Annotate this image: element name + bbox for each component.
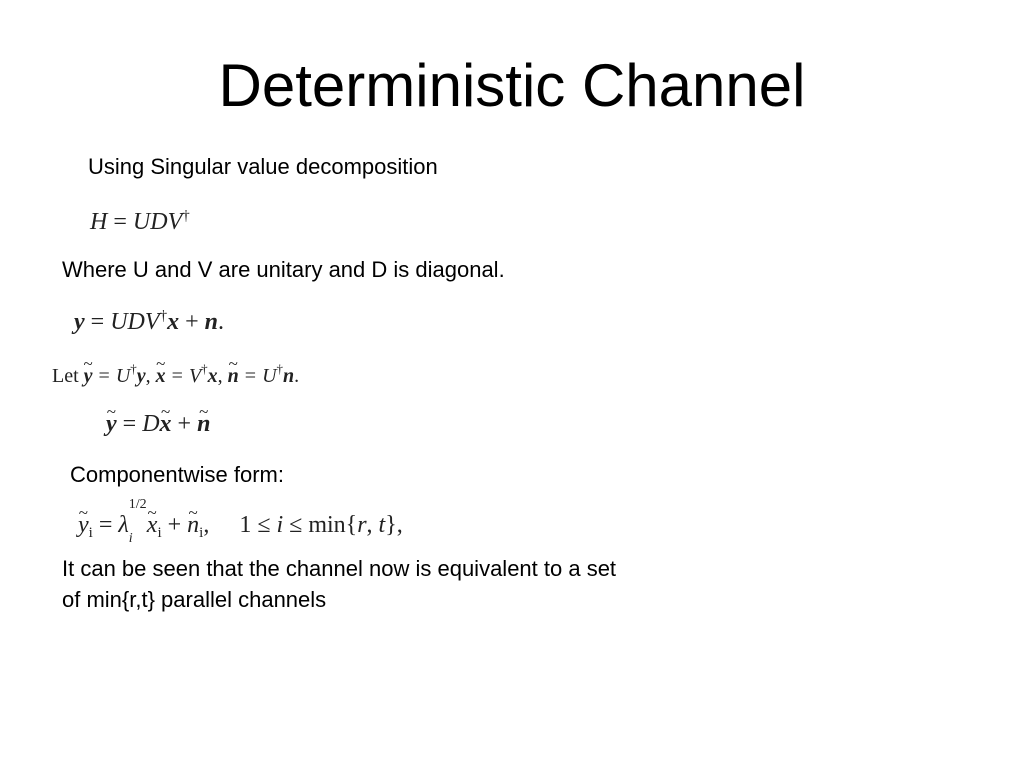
channel-equation: y = UDV†x + n. — [74, 308, 224, 335]
intro-text: Using Singular value decomposition — [88, 154, 438, 179]
transformed-equation: ~ y = D~ x +~ n — [106, 409, 210, 439]
unitary-note: Where U and V are unitary and D is diagonal. — [62, 257, 505, 282]
let-word: Let — [52, 365, 79, 387]
componentwise-label: Componentwise form: — [70, 462, 284, 487]
componentwise-equation: ~ $y_i = \lambda$ 1/2 i ~ $x_i$ +~ $n_i$, 1 ≤ i ≤ min{r, t}, — [78, 510, 403, 540]
conclusion-line-2: of min{r,t} parallel channels — [62, 587, 327, 612]
svd-equation: H = UDV† — [90, 208, 190, 235]
substitution-equation: Let ~ y = U†y, ~ x = V†x, ~ n = U†n. — [52, 361, 299, 391]
slide-title: Deterministic Channel — [218, 52, 806, 119]
conclusion-line-1: It can be seen that the channel now is equivalent to a set — [62, 556, 617, 581]
